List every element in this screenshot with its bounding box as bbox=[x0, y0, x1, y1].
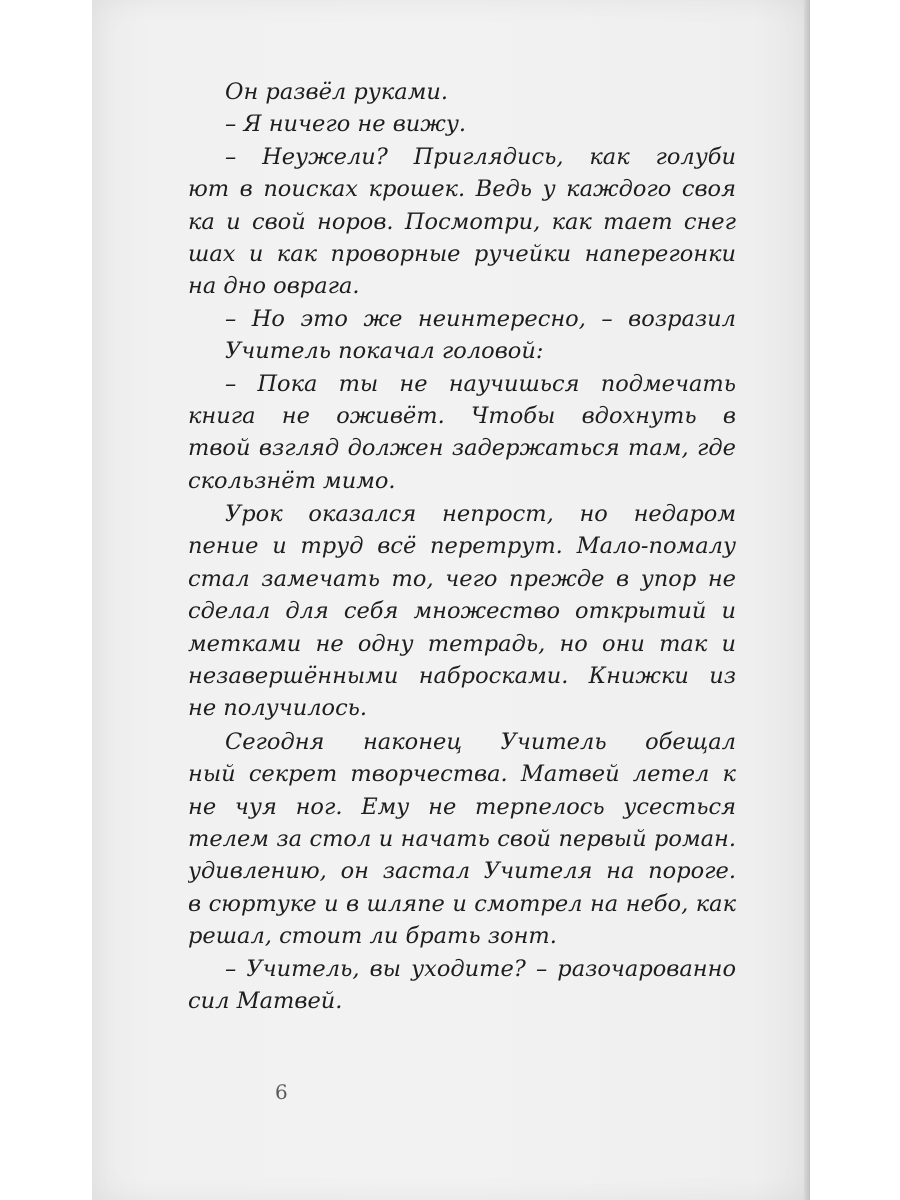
text-line: скользнёт мимо. bbox=[188, 467, 396, 494]
text-line: телем за стол и начать свой первый роман. bbox=[188, 825, 736, 852]
page-text bbox=[188, 76, 736, 1017]
text-line: стал замечать то, чего прежде в упор не bbox=[188, 565, 736, 592]
text-line: – Неужели? Приглядись, как голуби bbox=[225, 143, 736, 170]
text-line: Учитель покачал головой: bbox=[225, 338, 544, 365]
book-page bbox=[92, 0, 810, 1200]
text-line: сделал для себя множество открытий и bbox=[188, 598, 736, 625]
text-line: – Я ничего не вижу. bbox=[225, 111, 467, 138]
text-line: ный секрет творчества. Матвей летел к bbox=[188, 761, 736, 788]
text-line: незавершёнными набросками. Книжки из bbox=[188, 663, 736, 690]
text-line: – Учитель, вы уходите? – разочарованно bbox=[225, 955, 736, 982]
text-line: Сегодня наконец Учитель обещал bbox=[225, 728, 736, 755]
text-line: на дно оврага. bbox=[188, 273, 360, 300]
text-line: книга не оживёт. Чтобы вдохнуть в bbox=[188, 402, 736, 429]
text-line: Он развёл руками. bbox=[225, 79, 449, 105]
text-line: в сюртуке и в шляпе и смотрел на небо, как bbox=[188, 890, 736, 917]
text-line: ка и свой норов. Посмотри, как тает снег bbox=[188, 208, 736, 235]
text-line: удивлению, он застал Учителя на пороге. bbox=[188, 858, 736, 885]
text-line: сил Матвей. bbox=[188, 987, 343, 1014]
text-line: – Пока ты не научишься подмечать bbox=[225, 370, 736, 397]
text-line: ют в поисках крошек. Ведь у каждого своя bbox=[188, 176, 736, 203]
text-line: метками не одну тетрадь, но они так и bbox=[188, 630, 736, 657]
text-line: – Но это же неинтересно, – возразил bbox=[225, 305, 736, 332]
text-line: твой взгляд должен задержаться там, где bbox=[188, 435, 736, 462]
text-line: Урок оказался непрост, но недаром bbox=[225, 501, 736, 528]
text-line: шах и как проворные ручейки наперегонки bbox=[188, 240, 736, 267]
text-line: не получилось. bbox=[188, 695, 368, 722]
text-line: пение и труд всё перетрут. Мало-помалу bbox=[188, 533, 736, 560]
page-number: 6 bbox=[275, 1080, 288, 1104]
text-line: решал, стоит ли брать зонт. bbox=[188, 923, 557, 950]
page-edge bbox=[804, 0, 810, 1200]
text-line: не чуя ног. Ему не терпелось усесться bbox=[188, 793, 736, 820]
